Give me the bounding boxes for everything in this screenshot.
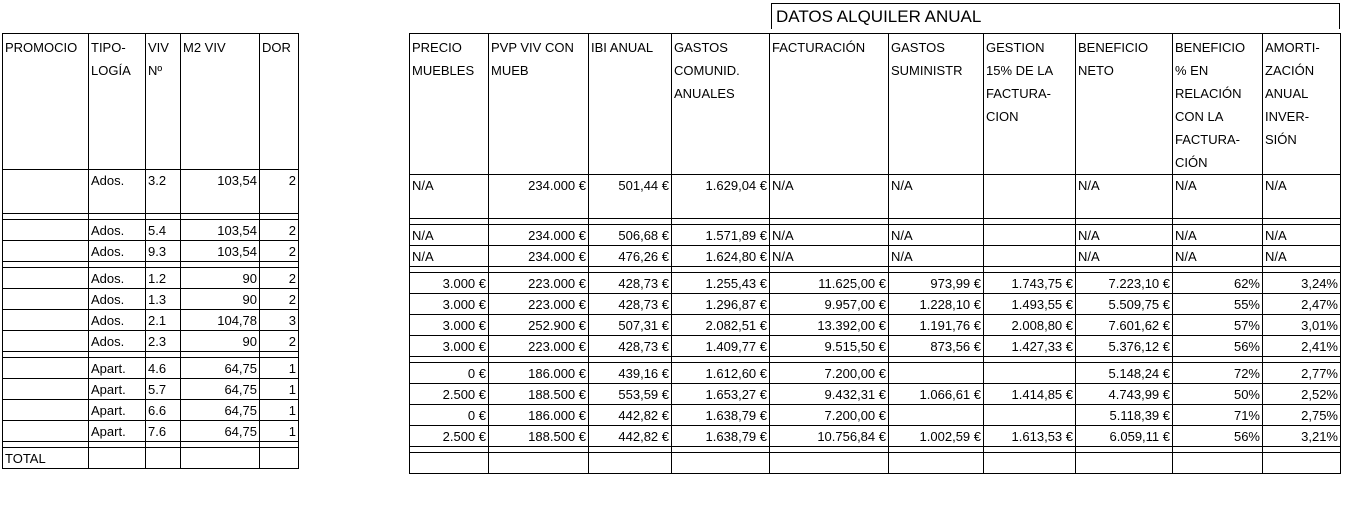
precio-muebles-cell: N/A: [410, 225, 489, 246]
pvp-cell: 223.000 €: [489, 336, 589, 357]
right-table: [409, 33, 1341, 474]
gastos-comunidad-cell: 1.612,60 €: [672, 363, 770, 384]
promocion-cell: [3, 400, 89, 421]
suministros-cell: 1.228,10 €: [889, 294, 984, 315]
section-title: DATOS ALQUILER ANUAL: [771, 3, 1340, 29]
tipologia-cell: Ados.: [89, 241, 146, 262]
ibi-cell: 507,31 €: [589, 315, 672, 336]
beneficio-pct-cell: N/A: [1173, 225, 1263, 246]
dor-cell: 1: [260, 358, 299, 379]
promocion-cell: [3, 379, 89, 400]
ibi-cell: 476,26 €: [589, 246, 672, 267]
beneficio-pct-cell: N/A: [1173, 246, 1263, 267]
promocion-cell: [3, 310, 89, 331]
gastos-comunidad-cell: 1.255,43 €: [672, 273, 770, 294]
table-row: [410, 225, 1341, 246]
dor-cell: 2: [260, 241, 299, 262]
suministros-cell: [889, 405, 984, 426]
gastos-comunidad-cell: 1.638,79 €: [672, 405, 770, 426]
beneficio-cell: N/A: [1076, 225, 1173, 246]
tipologia-cell: Apart.: [89, 400, 146, 421]
pvp-cell: 223.000 €: [489, 294, 589, 315]
beneficio-pct-cell: 56%: [1173, 336, 1263, 357]
tipologia-cell: Ados.: [89, 310, 146, 331]
viv-cell: 5.4: [146, 220, 181, 241]
m2-cell: 64,75: [181, 379, 260, 400]
left-header-row: [3, 34, 299, 170]
m2-cell: 64,75: [181, 400, 260, 421]
amortizacion-cell: N/A: [1263, 246, 1341, 267]
viv-cell: 9.3: [146, 241, 181, 262]
table-row: [3, 331, 299, 352]
table-row: [410, 405, 1341, 426]
amortizacion-cell: 2,47%: [1263, 294, 1341, 315]
precio-muebles-cell: 2.500 €: [410, 426, 489, 447]
m2-cell: 103,54: [181, 220, 260, 241]
pvp-cell: 252.900 €: [489, 315, 589, 336]
dor-cell: 2: [260, 220, 299, 241]
total-label: TOTAL: [3, 448, 89, 469]
gastos-comunidad-cell: 1.624,80 €: [672, 246, 770, 267]
viv-cell: 5.7: [146, 379, 181, 400]
table-row: [3, 358, 299, 379]
beneficio-pct-cell: N/A: [1173, 175, 1263, 219]
table-row: [3, 220, 299, 241]
table-row: [3, 241, 299, 262]
gastos-comunidad-cell: 1.296,87 €: [672, 294, 770, 315]
pvp-cell: 188.500 €: [489, 426, 589, 447]
column-header: BENEFICIO % EN RELACIÓN CON LA FACTURA-CIÓN: [1173, 34, 1263, 175]
beneficio-cell: 5.148,24 €: [1076, 363, 1173, 384]
gestion-cell: 1.493,55 €: [984, 294, 1076, 315]
suministros-cell: 873,56 €: [889, 336, 984, 357]
table-row: [410, 363, 1341, 384]
empty-cell: [181, 448, 260, 469]
suministros-cell: 1.002,59 €: [889, 426, 984, 447]
table-row: [410, 175, 1341, 219]
beneficio-cell: 7.223,10 €: [1076, 273, 1173, 294]
amortizacion-cell: N/A: [1263, 175, 1341, 219]
precio-muebles-cell: N/A: [410, 246, 489, 267]
promocion-cell: [3, 220, 89, 241]
column-header: M2 VIV: [181, 34, 260, 170]
viv-cell: 2.3: [146, 331, 181, 352]
amortizacion-cell: 2,52%: [1263, 384, 1341, 405]
facturacion-cell: N/A: [770, 246, 889, 267]
table-row: [410, 384, 1341, 405]
tipologia-cell: Ados.: [89, 331, 146, 352]
promocion-cell: [3, 358, 89, 379]
gestion-cell: 1.743,75 €: [984, 273, 1076, 294]
tipologia-cell: Ados.: [89, 220, 146, 241]
m2-cell: 64,75: [181, 358, 260, 379]
beneficio-cell: 5.509,75 €: [1076, 294, 1173, 315]
amortizacion-cell: 3,01%: [1263, 315, 1341, 336]
beneficio-pct-cell: 55%: [1173, 294, 1263, 315]
suministros-cell: [889, 363, 984, 384]
dor-cell: 1: [260, 421, 299, 442]
gestion-cell: [984, 175, 1076, 219]
ibi-cell: 428,73 €: [589, 273, 672, 294]
gestion-cell: 2.008,80 €: [984, 315, 1076, 336]
ibi-cell: 442,82 €: [589, 405, 672, 426]
promocion-cell: [3, 421, 89, 442]
ibi-cell: 501,44 €: [589, 175, 672, 219]
precio-muebles-cell: 2.500 €: [410, 384, 489, 405]
suministros-cell: N/A: [889, 175, 984, 219]
column-header: GASTOS COMUNID. ANUALES: [672, 34, 770, 175]
precio-muebles-cell: N/A: [410, 175, 489, 219]
gestion-cell: [984, 225, 1076, 246]
viv-cell: 7.6: [146, 421, 181, 442]
empty-cell: [89, 448, 146, 469]
ibi-cell: 428,73 €: [589, 336, 672, 357]
pvp-cell: 223.000 €: [489, 273, 589, 294]
tipologia-cell: Apart.: [89, 379, 146, 400]
viv-cell: 1.3: [146, 289, 181, 310]
empty-cell: [146, 448, 181, 469]
empty-cell: [410, 453, 489, 474]
facturacion-cell: 9.957,00 €: [770, 294, 889, 315]
table-row: [3, 421, 299, 442]
ibi-cell: 442,82 €: [589, 426, 672, 447]
facturacion-cell: 9.515,50 €: [770, 336, 889, 357]
beneficio-pct-cell: 72%: [1173, 363, 1263, 384]
facturacion-cell: 7.200,00 €: [770, 363, 889, 384]
table-row: [410, 315, 1341, 336]
empty-cell: [984, 453, 1076, 474]
table-row: [3, 310, 299, 331]
gestion-cell: [984, 405, 1076, 426]
m2-cell: 64,75: [181, 421, 260, 442]
suministros-cell: N/A: [889, 225, 984, 246]
gestion-cell: 1.427,33 €: [984, 336, 1076, 357]
total-row: [410, 453, 1341, 474]
facturacion-cell: 13.392,00 €: [770, 315, 889, 336]
dor-cell: 2: [260, 331, 299, 352]
facturacion-cell: 9.432,31 €: [770, 384, 889, 405]
empty-cell: [770, 453, 889, 474]
pvp-cell: 186.000 €: [489, 405, 589, 426]
beneficio-cell: 6.059,11 €: [1076, 426, 1173, 447]
m2-cell: 90: [181, 268, 260, 289]
suministros-cell: N/A: [889, 246, 984, 267]
dor-cell: 1: [260, 379, 299, 400]
table-row: [3, 268, 299, 289]
tipologia-cell: Ados.: [89, 268, 146, 289]
empty-cell: [889, 453, 984, 474]
gastos-comunidad-cell: 1.629,04 €: [672, 175, 770, 219]
empty-cell: [1076, 453, 1173, 474]
viv-cell: 4.6: [146, 358, 181, 379]
beneficio-pct-cell: 62%: [1173, 273, 1263, 294]
suministros-cell: 1.191,76 €: [889, 315, 984, 336]
m2-cell: 90: [181, 289, 260, 310]
gestion-cell: [984, 246, 1076, 267]
table-row: [410, 294, 1341, 315]
pvp-cell: 188.500 €: [489, 384, 589, 405]
facturacion-cell: 11.625,00 €: [770, 273, 889, 294]
tipologia-cell: Ados.: [89, 289, 146, 310]
facturacion-cell: 10.756,84 €: [770, 426, 889, 447]
promocion-cell: [3, 268, 89, 289]
gastos-comunidad-cell: 2.082,51 €: [672, 315, 770, 336]
amortizacion-cell: 3,21%: [1263, 426, 1341, 447]
viv-cell: 2.1: [146, 310, 181, 331]
gastos-comunidad-cell: 1.638,79 €: [672, 426, 770, 447]
dor-cell: 2: [260, 289, 299, 310]
viv-cell: 1.2: [146, 268, 181, 289]
table-row: [410, 246, 1341, 267]
m2-cell: 104,78: [181, 310, 260, 331]
gastos-comunidad-cell: 1.409,77 €: [672, 336, 770, 357]
facturacion-cell: N/A: [770, 225, 889, 246]
facturacion-cell: 7.200,00 €: [770, 405, 889, 426]
column-header: FACTURACIÓN: [770, 34, 889, 175]
gastos-comunidad-cell: 1.653,27 €: [672, 384, 770, 405]
column-header: DOR: [260, 34, 299, 170]
beneficio-cell: N/A: [1076, 246, 1173, 267]
precio-muebles-cell: 3.000 €: [410, 294, 489, 315]
table-row: [410, 336, 1341, 357]
column-header: GASTOS SUMINISTR: [889, 34, 984, 175]
table-row: [3, 400, 299, 421]
empty-cell: [489, 453, 589, 474]
empty-cell: [589, 453, 672, 474]
left-table: [2, 33, 299, 469]
column-header: BENEFICIO NETO: [1076, 34, 1173, 175]
precio-muebles-cell: 0 €: [410, 405, 489, 426]
empty-cell: [1263, 453, 1341, 474]
ibi-cell: 553,59 €: [589, 384, 672, 405]
beneficio-pct-cell: 56%: [1173, 426, 1263, 447]
column-header: GESTION 15% DE LA FACTURA-CION: [984, 34, 1076, 175]
column-header: PVP VIV CON MUEB: [489, 34, 589, 175]
amortizacion-cell: 2,41%: [1263, 336, 1341, 357]
table-row: [3, 170, 299, 214]
viv-cell: 3.2: [146, 170, 181, 214]
empty-cell: [672, 453, 770, 474]
gestion-cell: 1.414,85 €: [984, 384, 1076, 405]
gestion-cell: 1.613,53 €: [984, 426, 1076, 447]
table-row: [410, 426, 1341, 447]
promocion-cell: [3, 170, 89, 214]
precio-muebles-cell: 0 €: [410, 363, 489, 384]
gestion-cell: [984, 363, 1076, 384]
pvp-cell: 234.000 €: [489, 225, 589, 246]
beneficio-pct-cell: 50%: [1173, 384, 1263, 405]
dor-cell: 2: [260, 170, 299, 214]
m2-cell: 103,54: [181, 241, 260, 262]
promocion-cell: [3, 331, 89, 352]
table-row: [3, 379, 299, 400]
gastos-comunidad-cell: 1.571,89 €: [672, 225, 770, 246]
precio-muebles-cell: 3.000 €: [410, 315, 489, 336]
column-header: IBI ANUAL: [589, 34, 672, 175]
m2-cell: 103,54: [181, 170, 260, 214]
column-header: PROMOCIO: [3, 34, 89, 170]
column-header: VIV Nº: [146, 34, 181, 170]
suministros-cell: 1.066,61 €: [889, 384, 984, 405]
pvp-cell: 234.000 €: [489, 175, 589, 219]
table-row: [3, 289, 299, 310]
beneficio-cell: 5.118,39 €: [1076, 405, 1173, 426]
precio-muebles-cell: 3.000 €: [410, 273, 489, 294]
dor-cell: 3: [260, 310, 299, 331]
column-header: AMORTI-ZACIÓN ANUAL INVER-SIÓN: [1263, 34, 1341, 175]
pvp-cell: 234.000 €: [489, 246, 589, 267]
pvp-cell: 186.000 €: [489, 363, 589, 384]
ibi-cell: 428,73 €: [589, 294, 672, 315]
table-row: [410, 273, 1341, 294]
empty-cell: [260, 448, 299, 469]
amortizacion-cell: 2,77%: [1263, 363, 1341, 384]
facturacion-cell: N/A: [770, 175, 889, 219]
right-header-row: [410, 34, 1341, 175]
amortizacion-cell: 3,24%: [1263, 273, 1341, 294]
ibi-cell: 439,16 €: [589, 363, 672, 384]
precio-muebles-cell: 3.000 €: [410, 336, 489, 357]
tipologia-cell: Ados.: [89, 170, 146, 214]
suministros-cell: 973,99 €: [889, 273, 984, 294]
amortizacion-cell: N/A: [1263, 225, 1341, 246]
m2-cell: 90: [181, 331, 260, 352]
amortizacion-cell: 2,75%: [1263, 405, 1341, 426]
beneficio-pct-cell: 57%: [1173, 315, 1263, 336]
column-header: PRECIO MUEBLES: [410, 34, 489, 175]
dor-cell: 1: [260, 400, 299, 421]
beneficio-cell: 4.743,99 €: [1076, 384, 1173, 405]
viv-cell: 6.6: [146, 400, 181, 421]
ibi-cell: 506,68 €: [589, 225, 672, 246]
beneficio-pct-cell: 71%: [1173, 405, 1263, 426]
dor-cell: 2: [260, 268, 299, 289]
empty-cell: [1173, 453, 1263, 474]
tipologia-cell: Apart.: [89, 358, 146, 379]
promocion-cell: [3, 241, 89, 262]
total-row: [3, 448, 299, 469]
tipologia-cell: Apart.: [89, 421, 146, 442]
promocion-cell: [3, 289, 89, 310]
column-header: TIPO-LOGÍA: [89, 34, 146, 170]
beneficio-cell: 5.376,12 €: [1076, 336, 1173, 357]
beneficio-cell: 7.601,62 €: [1076, 315, 1173, 336]
beneficio-cell: N/A: [1076, 175, 1173, 219]
